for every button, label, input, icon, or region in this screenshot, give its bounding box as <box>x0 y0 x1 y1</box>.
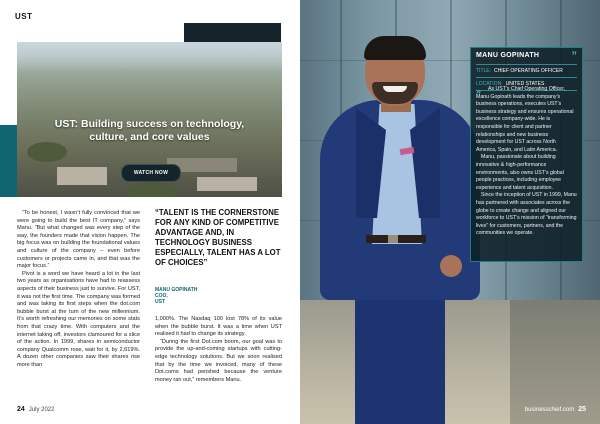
profile-body <box>476 86 577 238</box>
profile-name: MANU GOPINATH <box>476 52 540 59</box>
brand-label: UST <box>15 12 33 21</box>
body-column-1 <box>17 210 140 369</box>
teal-tab-decoration <box>0 125 17 197</box>
hero-title-line1: UST: Building success on technology, <box>54 118 245 130</box>
divider <box>476 77 577 78</box>
paragraph: Since the inception of UST in 1999, Manu has partnered with associates across the globe to create change and aligned our workforce to UST’s mission of “transforming lives” for customers, partners, and the communities we operate. <box>476 192 577 237</box>
paragraph: “During the first Dot.com boom, our goal was to provide the up-and-coming startups with cutting-edge technology solutions. But we soon realised that by the time we invoiced, many of these Dot.coms had perished because the venture money ran out,” remembers Manu. <box>155 338 282 383</box>
hero-sky-haze <box>17 42 282 72</box>
hero-title-line2: culture, and core values <box>89 131 210 143</box>
profile-title-value: CHIEF OPERATING OFFICER <box>494 68 563 74</box>
portrait-hand <box>440 255 462 277</box>
profile-location-value: UNITED STATES <box>505 81 545 87</box>
body-column-2 <box>155 316 282 384</box>
profile-box <box>470 47 583 262</box>
profile-title-key: TITLE: <box>476 68 492 74</box>
divider <box>476 64 577 65</box>
paragraph: As UST’s Chief Operating Officer, Manu Gopinath leads the company’s business operations, executes UST’s business strategy and ensures operational excellence company-wide. He is responsible for client and partner relationships and new business development for UST across North America, Spain, and Latin America. <box>476 86 574 153</box>
chevron-right-icon: » <box>476 86 482 96</box>
paragraph: “To be honest, I wasn’t fully convinced that we were going to build the best IT company,” says Manu. “But what changed was every step of the way, the founders made that vision happen. The big focus was on building the foundational values and culture of the company – even before customers or projects came in, and that was the major focus.” <box>17 210 140 270</box>
paragraph: 1,000%. The Nasdaq 100 lost 78% of its value when the bubble burst. It was a time when UST realised it had to change its strategy. <box>155 316 282 338</box>
hero-building <box>197 177 257 191</box>
portrait-hair <box>364 36 426 60</box>
byline-name: MANU GOPINATH <box>155 287 198 293</box>
right-page <box>300 0 600 424</box>
page-number: 25 <box>578 406 586 413</box>
issue-date: July 2022 <box>28 407 55 413</box>
profile-location-key: LOCATION: <box>476 81 503 87</box>
page-number: 24 <box>17 406 25 413</box>
site-name: businesschief.com <box>524 407 575 413</box>
watch-now-button[interactable]: WATCH NOW <box>121 164 181 182</box>
portrait-smile <box>383 86 407 92</box>
byline-company: UST <box>155 299 165 306</box>
dark-tab-decoration <box>184 23 281 42</box>
quote-icon: ” <box>571 50 577 62</box>
hero-title <box>17 118 282 144</box>
profile-title <box>476 68 563 74</box>
hero-tree <box>127 182 177 197</box>
left-folio <box>17 406 54 413</box>
hero-video-thumbnail[interactable] <box>17 42 282 197</box>
byline <box>155 287 265 306</box>
belt-buckle <box>388 235 398 243</box>
hero-tree <box>27 142 67 162</box>
right-folio <box>525 406 586 413</box>
hero-building <box>57 167 107 185</box>
portrait-legs <box>355 290 445 424</box>
pull-quote: “TALENT IS THE CORNERSTONE FOR ANY KIND OF COMPETITIVE ADVANTAGE AND, IN TECHNOLOGY BUSINESS ESPECIALLY, TALENT HAS A LOT OF CHOICES” <box>155 208 281 267</box>
paragraph: Manu, passionate about building innovative & high-performance environments, also owns UST’s global people practices, including employee experience and talent acquisition. <box>476 154 564 191</box>
byline-role: COO, <box>155 293 168 300</box>
paragraph: Pivot is a word we have heard a lot in the last two years as organisations have had to reassess aspects of their business just to survive. For UST, it was not the first time. The company was formed and was taking its first steps when the dot.com bubble burst at the turn of the new millennium. It’s worth refreshing our memories on some stats from that crazy time. With computers and the internet taking off, investors clamoured for a slice of the action. In 1999, shares in semiconductor company Qualcomm rose, wait for it, by 2,619%. A dozen other companies saw their shares rise more than <box>17 270 141 368</box>
